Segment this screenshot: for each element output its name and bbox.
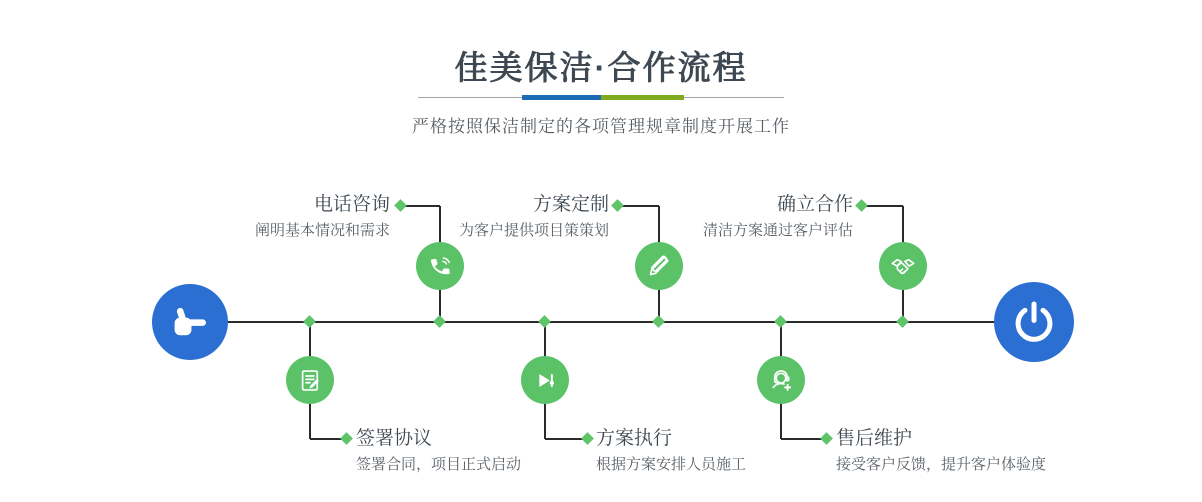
junction-diamond <box>433 315 446 328</box>
label-diamond <box>855 199 868 212</box>
step-desc: 接受客户反馈，提升客户体验度 <box>836 456 1047 473</box>
step-title: 电话咨询 <box>313 194 390 215</box>
label-diamond <box>820 432 833 445</box>
start-circle <box>152 284 228 360</box>
label-diamond <box>340 432 353 445</box>
step-establish-cooperation <box>703 193 853 241</box>
step-sign-agreement <box>356 427 521 475</box>
label-diamond <box>581 432 594 445</box>
phone-icon <box>427 253 454 280</box>
step-circle-cooperation <box>879 242 927 290</box>
step-circle-agreement <box>286 356 334 404</box>
step-circle-phone <box>416 242 464 290</box>
pointing-hand-icon <box>168 300 212 344</box>
divider-blue-segment <box>522 95 601 100</box>
headset-plus-icon <box>767 366 795 394</box>
junction-diamond <box>538 315 551 328</box>
step-desc: 阐明基本情况和需求 <box>254 222 390 239</box>
step-title: 签署协议 <box>356 428 433 449</box>
step-circle-plan <box>635 242 683 290</box>
step-desc: 根据方案安排人员施工 <box>596 456 747 473</box>
step-title: 售后维护 <box>836 428 913 449</box>
step-desc: 为客户提供项目策策划 <box>458 222 609 239</box>
step-plan-execution <box>596 427 746 475</box>
step-desc: 清洁方案通过客户评估 <box>702 222 853 239</box>
step-title: 确立合作 <box>776 194 853 215</box>
contract-pen-icon <box>297 367 324 394</box>
junction-diamond <box>896 315 909 328</box>
play-skip-icon <box>532 367 559 394</box>
end-circle <box>994 282 1074 362</box>
power-icon <box>1011 299 1057 345</box>
step-desc: 签署合同，项目正式启动 <box>356 456 522 473</box>
step-title: 方案定制 <box>532 194 609 215</box>
handshake-icon <box>889 252 917 280</box>
junction-diamond <box>652 315 665 328</box>
title-divider <box>418 95 784 100</box>
divider-green-segment <box>601 95 684 100</box>
step-aftersales-maintenance <box>836 427 1046 475</box>
label-diamond <box>394 199 407 212</box>
page-title: 佳美保洁·合作流程 <box>454 49 748 86</box>
step-title: 方案执行 <box>596 428 673 449</box>
step-circle-aftersales <box>757 356 805 404</box>
step-phone-consult <box>255 193 390 241</box>
step-plan-customize <box>459 193 609 241</box>
junction-diamond <box>774 315 787 328</box>
junction-diamond <box>303 315 316 328</box>
pencil-wrench-icon <box>646 253 673 280</box>
step-circle-execution <box>521 356 569 404</box>
page-subtitle: 严格按照保洁制定的各项管理规章制度开展工作 <box>412 117 790 136</box>
label-diamond <box>611 199 624 212</box>
